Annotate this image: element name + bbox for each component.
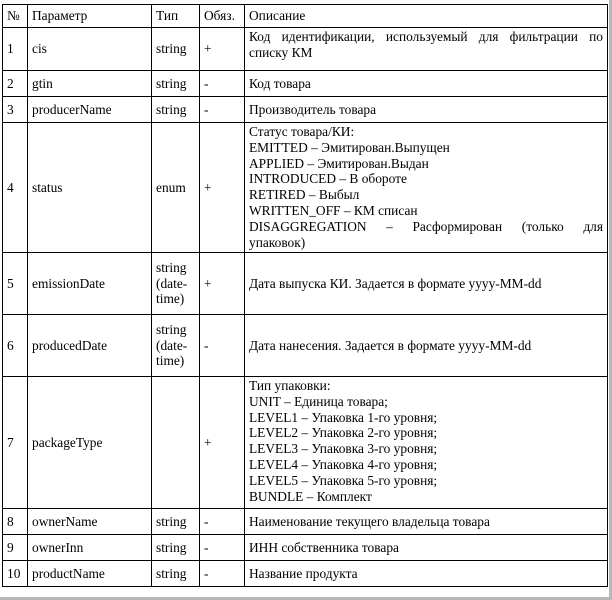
description-line: RETIRED – Выбыл <box>249 187 360 203</box>
row-type-line: (date- <box>156 275 188 291</box>
description-line: списку КМ <box>249 44 313 60</box>
row-type-line: string <box>156 321 187 337</box>
table-row <box>3 561 608 587</box>
table-row <box>3 97 608 123</box>
row-required: - <box>200 315 245 377</box>
header-description: Описание <box>245 5 608 28</box>
row-description <box>245 535 608 561</box>
table-body <box>3 28 608 587</box>
row-required: + <box>200 28 245 71</box>
description-line: Наименование текущего владельца товара <box>249 513 490 529</box>
row-number: 1 <box>3 28 28 71</box>
row-number: 7 <box>3 377 28 509</box>
description-line: ИНН собственника товара <box>249 539 399 555</box>
description-line: Название продукта <box>249 565 358 581</box>
header-type: Тип <box>152 5 200 28</box>
row-required: + <box>200 377 245 509</box>
table-row <box>3 28 608 71</box>
description-line: Код идентификации, используемый для фильтрации по <box>249 29 603 44</box>
row-parameter: ownerName <box>28 509 152 535</box>
row-parameter: ownerInn <box>28 535 152 561</box>
table-row <box>3 535 608 561</box>
description-line: LEVEL4 – Упаковка 4-го уровня; <box>249 456 438 472</box>
description-line: Тип упаковки: <box>249 378 331 393</box>
row-description <box>245 377 608 509</box>
row-number: 9 <box>3 535 28 561</box>
row-type-line: string <box>156 259 187 275</box>
row-required: - <box>200 71 245 97</box>
header-required: Обяз. <box>200 5 245 28</box>
row-parameter: packageType <box>28 377 152 509</box>
table-row <box>3 123 608 253</box>
row-type <box>152 71 200 97</box>
row-number: 8 <box>3 509 28 535</box>
description-line: LEVEL5 – Упаковка 5-го уровня; <box>249 472 438 488</box>
row-type <box>152 535 200 561</box>
row-type-line: time) <box>156 353 185 369</box>
row-type <box>152 253 200 315</box>
row-number: 2 <box>3 71 28 97</box>
row-type <box>152 377 200 509</box>
row-description <box>245 253 608 315</box>
description-line: упаковок) <box>249 234 306 250</box>
row-description <box>245 71 608 97</box>
row-number: 6 <box>3 315 28 377</box>
row-type-line: enum <box>156 179 186 195</box>
row-required: - <box>200 535 245 561</box>
row-required: - <box>200 561 245 587</box>
description-line: LEVEL1 – Упаковка 1-го уровня; <box>249 409 438 425</box>
row-type <box>152 123 200 253</box>
row-number: 5 <box>3 253 28 315</box>
row-type <box>152 28 200 71</box>
description-line: Код товара <box>249 75 311 91</box>
header-number: № <box>3 5 28 28</box>
description-line: LEVEL2 – Упаковка 2-го уровня; <box>249 425 438 441</box>
description-line: Дата нанесения. Задается в формате yyyy-MM-dd <box>249 337 532 353</box>
table-row <box>3 377 608 509</box>
row-type-line: string <box>156 513 187 529</box>
header-row <box>3 5 608 28</box>
row-parameter: producerName <box>28 97 152 123</box>
description-line: BUNDLE – Комплект <box>249 488 372 504</box>
row-parameter: productName <box>28 561 152 587</box>
description-line: Производитель товара <box>249 101 377 117</box>
description-line: WRITTEN_OFF – КМ списан <box>249 202 418 218</box>
row-description <box>245 97 608 123</box>
table-row <box>3 509 608 535</box>
table-header <box>3 5 608 28</box>
row-description <box>245 509 608 535</box>
row-parameter: status <box>28 123 152 253</box>
row-required: - <box>200 509 245 535</box>
row-number: 3 <box>3 97 28 123</box>
row-parameter: emissionDate <box>28 253 152 315</box>
description-line: APPLIED – Эмитирован.Выдан <box>249 155 429 171</box>
row-type-line: time) <box>156 291 185 307</box>
row-parameter: producedDate <box>28 315 152 377</box>
table-row <box>3 315 608 377</box>
description-line: DISAGGREGATION – Расформирован (только для <box>249 218 603 234</box>
description-line: INTRODUCED – В обороте <box>249 171 407 187</box>
row-description <box>245 123 608 253</box>
row-parameter: cis <box>28 28 152 71</box>
table-row <box>3 71 608 97</box>
description-line: Статус товара/КИ: <box>249 124 355 139</box>
row-type-line: string <box>156 539 187 555</box>
row-type-line: string <box>156 41 187 57</box>
row-type <box>152 561 200 587</box>
row-type-line: string <box>156 75 187 91</box>
row-type-line: string <box>156 565 187 581</box>
row-type-line: string <box>156 101 187 117</box>
description-line: Дата выпуска КИ. Задается в формате yyyy-MM-dd <box>249 275 542 291</box>
row-parameter: gtin <box>28 71 152 97</box>
row-required: + <box>200 253 245 315</box>
row-description <box>245 28 608 71</box>
description-line: EMITTED – Эмитирован.Выпущен <box>249 139 450 155</box>
row-required: - <box>200 97 245 123</box>
description-line: LEVEL3 – Упаковка 3-го уровня; <box>249 441 438 457</box>
header-parameter: Параметр <box>28 5 152 28</box>
description-line: UNIT – Единица товара; <box>249 393 388 409</box>
row-type <box>152 315 200 377</box>
row-number: 4 <box>3 123 28 253</box>
row-type <box>152 509 200 535</box>
row-type <box>152 97 200 123</box>
table-row <box>3 253 608 315</box>
row-description <box>245 315 608 377</box>
row-description <box>245 561 608 587</box>
row-required: + <box>200 123 245 253</box>
row-type-line: (date- <box>156 337 188 353</box>
row-number: 10 <box>3 561 28 587</box>
parameters-table <box>2 4 608 587</box>
